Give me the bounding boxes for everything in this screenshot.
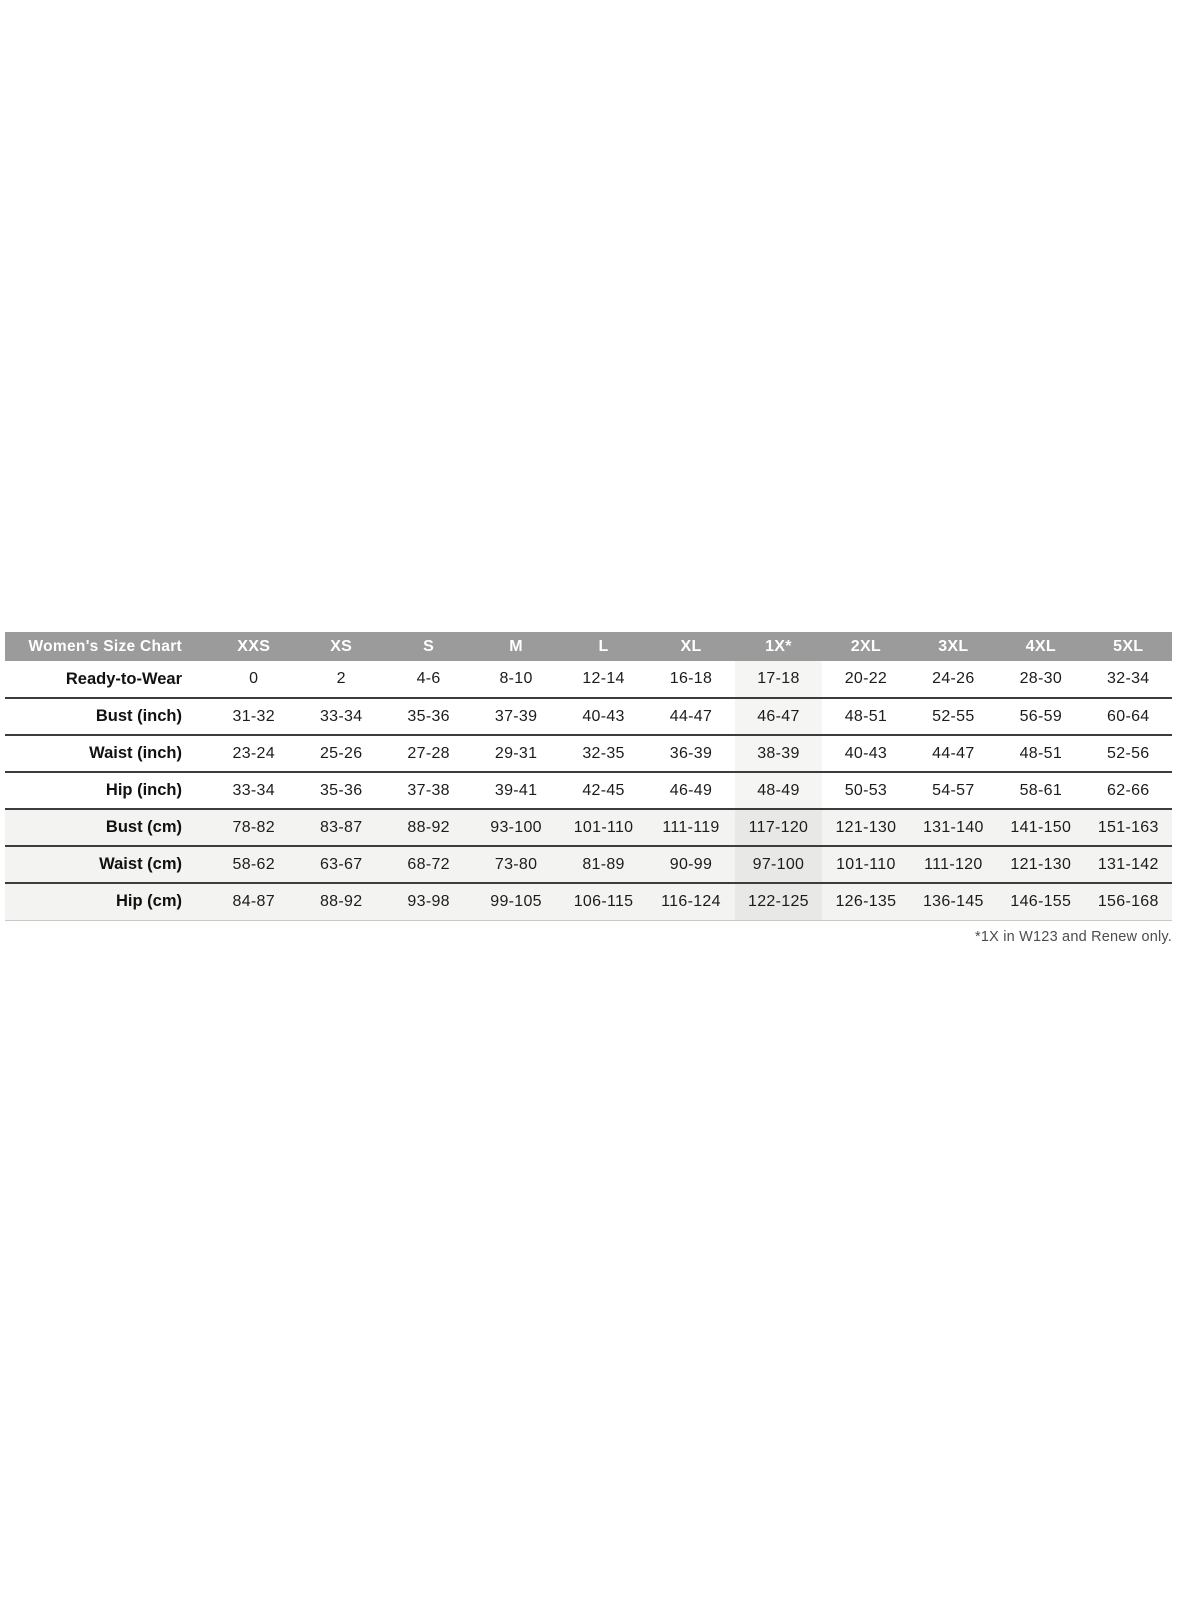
table-cell: 16-18 <box>669 670 713 687</box>
table-cell: 8-10 <box>499 670 533 687</box>
table-cell: 126-135 <box>835 892 897 910</box>
table-cell: 35-36 <box>407 707 450 725</box>
table-cell: 156-168 <box>1097 892 1159 910</box>
table-cell: 146-155 <box>1010 892 1072 910</box>
column-header-xs: XS <box>297 632 384 661</box>
table-cell: 27-28 <box>407 744 450 762</box>
table-cell: 63-67 <box>319 855 363 873</box>
table-cell: 117-120 <box>735 809 822 846</box>
table-row <box>5 809 1172 846</box>
column-header-m: M <box>472 632 559 661</box>
table-row <box>5 846 1172 883</box>
row-label: Bust (cm) <box>105 818 182 836</box>
table-cell: 68-72 <box>407 855 450 873</box>
table-cell: 88-92 <box>319 892 363 910</box>
table-cell: 62-66 <box>1107 781 1150 799</box>
table-cell: 24-26 <box>932 670 975 687</box>
table-cell: 31-32 <box>232 707 275 725</box>
column-header-2xl: 2XL <box>822 632 909 661</box>
column-header-xl: XL <box>647 632 734 661</box>
table-cell: 33-34 <box>319 707 363 725</box>
table-cell: 78-82 <box>232 818 275 836</box>
table-cell: 48-51 <box>844 707 888 725</box>
column-header-l: L <box>560 632 647 661</box>
table-cell: 46-47 <box>735 698 822 735</box>
table-cell: 83-87 <box>319 818 363 836</box>
table-cell: 20-22 <box>844 670 888 687</box>
table-cell: 42-45 <box>582 781 625 799</box>
table-cell: 48-51 <box>1019 744 1063 762</box>
table-cell: 88-92 <box>407 818 450 836</box>
table-cell: 101-110 <box>836 855 896 873</box>
table-row <box>5 772 1172 809</box>
table-cell: 38-39 <box>735 735 822 772</box>
table-cell: 56-59 <box>1019 707 1063 725</box>
table-cell: 131-140 <box>922 818 984 836</box>
table-cell: 136-145 <box>922 892 984 910</box>
table-cell: 29-31 <box>494 744 538 762</box>
table-cell: 52-56 <box>1107 744 1150 762</box>
womens-size-chart-table <box>5 632 1172 921</box>
table-cell: 0 <box>249 670 259 687</box>
table-cell: 84-87 <box>232 892 275 910</box>
table-row <box>5 661 1172 698</box>
size-chart-footnote: *1X in W123 and Renew only. <box>975 929 1172 945</box>
column-header-s: S <box>385 632 472 661</box>
table-cell: 32-35 <box>582 744 625 762</box>
table-cell: 99-105 <box>490 892 542 910</box>
table-cell: 90-99 <box>669 855 713 873</box>
table-cell: 33-34 <box>232 781 275 799</box>
header-row <box>5 632 1172 661</box>
table-cell: 50-53 <box>844 781 888 799</box>
row-label: Waist (inch) <box>89 744 182 762</box>
table-cell: 4-6 <box>416 670 441 687</box>
row-label: Waist (cm) <box>99 855 182 873</box>
table-cell: 122-125 <box>735 883 822 920</box>
table-cell: 28-30 <box>1019 670 1063 687</box>
row-label: Hip (inch) <box>105 781 182 799</box>
row-label: Ready-to-Wear <box>65 669 182 688</box>
table-cell: 131-142 <box>1097 855 1159 873</box>
table-cell: 106-115 <box>573 892 634 910</box>
table-cell: 121-130 <box>1010 855 1072 873</box>
table-cell: 121-130 <box>835 818 897 836</box>
table-cell: 97-100 <box>735 846 822 883</box>
row-label: Hip (cm) <box>116 892 182 911</box>
table-row <box>5 735 1172 772</box>
table-cell: 17-18 <box>735 661 822 698</box>
table-cell: 40-43 <box>582 707 625 725</box>
table-cell: 40-43 <box>844 744 888 762</box>
table-cell: 116-124 <box>661 892 721 910</box>
table-row <box>5 883 1172 920</box>
column-header-1x: 1X* <box>735 632 822 661</box>
table-cell: 54-57 <box>932 781 975 799</box>
table-cell: 141-150 <box>1010 818 1072 836</box>
table-cell: 46-49 <box>669 781 713 799</box>
table-title: Women's Size Chart <box>5 632 210 661</box>
column-header-xxs: XXS <box>210 632 297 661</box>
table-cell: 111-119 <box>662 818 720 836</box>
column-header-3xl: 3XL <box>910 632 997 661</box>
table-row <box>5 698 1172 735</box>
table-cell: 60-64 <box>1107 707 1150 725</box>
column-header-5xl: 5XL <box>1085 632 1172 661</box>
table-cell: 44-47 <box>669 707 713 725</box>
table-cell: 93-100 <box>490 818 542 836</box>
table-cell: 93-98 <box>407 892 450 910</box>
table-cell: 44-47 <box>932 744 975 762</box>
table-cell: 2 <box>336 670 346 687</box>
table-cell: 36-39 <box>669 744 713 762</box>
table-cell: 37-39 <box>494 707 538 725</box>
column-header-4xl: 4XL <box>997 632 1084 661</box>
table-cell: 35-36 <box>319 781 363 799</box>
table-cell: 39-41 <box>494 781 538 799</box>
table-header <box>5 632 1172 661</box>
table-cell: 48-49 <box>735 772 822 809</box>
table-cell: 81-89 <box>582 855 625 873</box>
table-cell: 52-55 <box>932 707 975 725</box>
table-cell: 58-61 <box>1019 781 1063 799</box>
table-cell: 111-120 <box>924 855 983 873</box>
row-label: Bust (inch) <box>95 707 182 725</box>
table-cell: 58-62 <box>232 855 275 873</box>
table-cell: 151-163 <box>1097 818 1159 836</box>
table-cell: 23-24 <box>232 744 275 762</box>
table-cell: 12-14 <box>582 670 625 687</box>
table-cell: 73-80 <box>494 855 538 873</box>
table-cell: 37-38 <box>407 781 450 799</box>
table-cell: 32-34 <box>1107 670 1150 687</box>
table-cell: 101-110 <box>573 818 634 836</box>
table-body <box>5 661 1172 920</box>
table-cell: 25-26 <box>319 744 363 762</box>
